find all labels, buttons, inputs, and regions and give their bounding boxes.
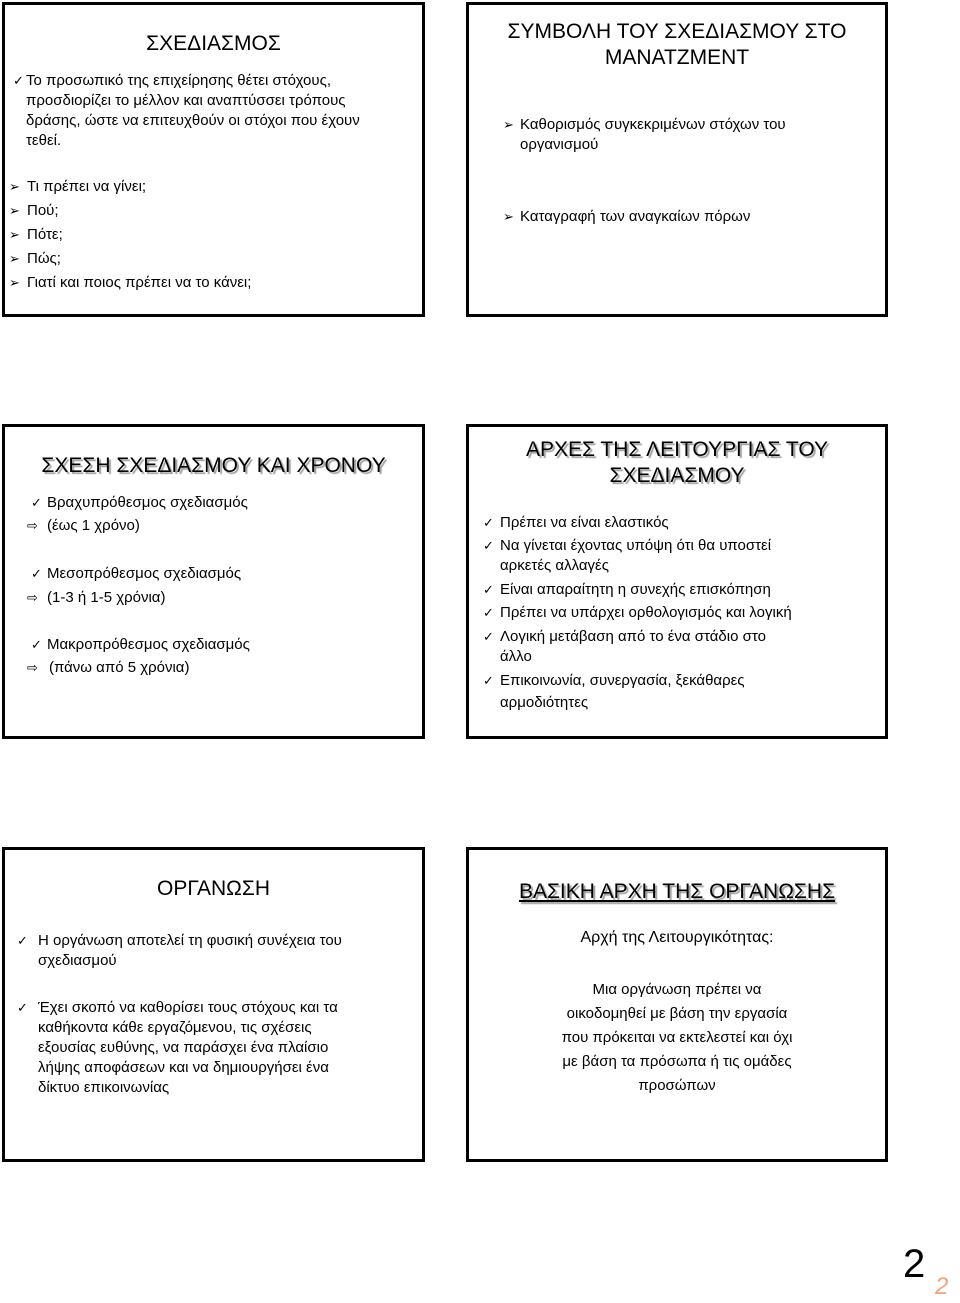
- slide-planning: [2, 2, 425, 317]
- item-text: Πρέπει να υπάρχει ορθολογισμός και λογική: [500, 604, 792, 621]
- item-text: (πάνω από 5 χρόνια): [49, 659, 190, 676]
- arrowhead-bullet-icon: ➢: [503, 117, 514, 132]
- slide-organization: [2, 847, 425, 1162]
- title-line: ΣΥΜΒΟΛΗ ΤΟΥ ΣΧΕΔΙΑΣΜΟΥ ΣΤΟ: [507, 20, 847, 43]
- intro-line: δράσης, ώστε να επιτευχθούν οι στόχοι που έχουν: [26, 112, 360, 129]
- arrowhead-bullet-icon: ➢: [9, 227, 20, 242]
- slide-title: [469, 19, 885, 71]
- item-text: Λογική μετάβαση από το ένα στάδιο στο: [500, 628, 766, 645]
- bullet-item: [9, 201, 59, 221]
- slide-title: [469, 879, 885, 905]
- check-icon: ✓: [31, 637, 42, 652]
- item-text: Η οργάνωση αποτελεί τη φυσική συνέχεια του: [38, 932, 342, 949]
- item-text: Είναι απαραίτητη η συνεχής επισκόπηση: [500, 581, 771, 598]
- item-text: εξουσίας ευθύνης, να παράσχει ένα πλαίσιο: [38, 1039, 329, 1056]
- check-item: [31, 564, 241, 584]
- check-item: [483, 536, 771, 576]
- title-line: ΣΧΕΔΙΑΣΜΟΥ: [609, 464, 745, 487]
- page-number: 2: [903, 1242, 926, 1286]
- check-icon: ✓: [13, 73, 24, 88]
- intro-line: Το προσωπικό της επιχείρησης θέτει στόχους,: [26, 72, 331, 89]
- outline-arrow-icon: ⇨: [27, 518, 38, 533]
- check-icon: ✓: [31, 566, 42, 581]
- outline-arrow-icon: ⇨: [27, 660, 38, 675]
- question-text: Πότε;: [27, 226, 63, 243]
- item-text: (έως 1 χρόνο): [47, 517, 140, 534]
- page-number-watermark: 2: [935, 1273, 949, 1300]
- check-item: [483, 580, 771, 600]
- check-icon: ✓: [17, 933, 28, 948]
- item-text: δίκτυο επικοινωνίας: [38, 1079, 170, 1096]
- item-text: αρκετές αλλαγές: [500, 557, 609, 574]
- arrow-item: [27, 588, 165, 608]
- check-item: [483, 513, 669, 533]
- item-text: (1-3 ή 1-5 χρόνια): [47, 589, 166, 606]
- check-item: [31, 635, 250, 655]
- body-line: που πρόκειται να εκτελεστεί και όχι: [561, 1029, 793, 1046]
- check-icon: ✓: [483, 629, 494, 644]
- check-item: [17, 931, 342, 971]
- bullet-item: [9, 225, 63, 245]
- question-text: Τι πρέπει να γίνει;: [27, 178, 147, 195]
- question-text: Πώς;: [27, 250, 61, 267]
- item-text: Μεσοπρόθεσμος σχεδιασμός: [47, 565, 242, 582]
- slide-title: [469, 437, 885, 489]
- arrowhead-bullet-icon: ➢: [9, 179, 20, 194]
- arrowhead-bullet-icon: ➢: [9, 251, 20, 266]
- check-icon: ✓: [17, 1000, 28, 1015]
- point-line: Καθορισμός συγκεκριμένων στόχων του: [520, 116, 786, 133]
- outline-arrow-icon: ⇨: [27, 590, 38, 605]
- item-text: καθήκοντα κάθε εργαζόμενου, τις σχέσεις: [38, 1019, 312, 1036]
- check-icon: ✓: [483, 582, 494, 597]
- check-item: [483, 603, 792, 623]
- body-line: προσώπων: [638, 1077, 716, 1094]
- question-text: Πού;: [27, 202, 59, 219]
- body-line: Μια οργάνωση πρέπει να: [592, 981, 762, 998]
- item-text: Επικοινωνία, συνεργασία, ξεκάθαρες: [500, 672, 745, 689]
- item-text: άλλο: [500, 648, 532, 665]
- arrow-item: [27, 658, 189, 678]
- check-icon: ✓: [483, 538, 494, 553]
- check-item: [17, 998, 338, 1098]
- subtitle: Αρχή της Λειτουργικότητας:: [580, 929, 774, 946]
- item-text: Βραχυπρόθεσμος σχεδιασμός: [47, 494, 248, 511]
- body-line: οικοδομηθεί με βάση την εργασία: [566, 1005, 788, 1022]
- check-icon: ✓: [31, 495, 42, 510]
- intro-line: προσδιορίζει το μέλλον και αναπτύσσει τρόπους: [26, 92, 346, 109]
- slide-title: ΣΧΕΔΙΑΣΜΟΣ: [146, 32, 281, 55]
- title-line: ΑΡΧΕΣ ΤΗΣ ΛΕΙΤΟΥΡΓΙΑΣ ΤΟΥ: [525, 438, 829, 461]
- bullet-item: [503, 207, 750, 227]
- question-text: Γιατί και ποιος πρέπει να το κάνει;: [27, 274, 252, 291]
- body-line: με βάση τα πρόσωπα ή τις ομάδες: [562, 1053, 792, 1070]
- check-item: [13, 71, 360, 151]
- slide-planning-time: [2, 424, 425, 739]
- item-text: Πρέπει να είναι ελαστικός: [500, 514, 669, 531]
- slide-basic-principle: [466, 847, 888, 1162]
- point-line: Καταγραφή των αναγκαίων πόρων: [520, 208, 751, 225]
- bullet-item: [9, 273, 251, 293]
- check-item: [483, 627, 766, 667]
- bullet-item: [503, 115, 786, 155]
- item-text: Έχει σκοπό να καθορίσει τους στόχους και τα: [38, 999, 338, 1016]
- arrowhead-bullet-icon: ➢: [503, 209, 514, 224]
- slide-planning-principles: [466, 424, 888, 739]
- item-text: Μακροπρόθεσμος σχεδιασμός: [47, 636, 250, 653]
- item-text: αρμοδιότητες: [500, 694, 589, 711]
- point-line: οργανισμού: [520, 136, 599, 153]
- slide-title: ΣΧΕΣΗ ΣΧΕΔΙΑΣΜΟΥ ΚΑΙ ΧΡΟΝΟΥ: [41, 454, 386, 477]
- title-text: ΒΑΣΙΚΗ ΑΡΧΗ ΤΗΣ ΟΡΓΑΝΩΣΗΣ: [518, 880, 836, 903]
- check-icon: ✓: [483, 515, 494, 530]
- principle-body: [469, 978, 885, 1098]
- bullet-item: [9, 249, 61, 269]
- bullet-item: [9, 177, 146, 197]
- title-line: ΜΑΝΑΤΖΜΕΝΤ: [604, 46, 750, 69]
- arrowhead-bullet-icon: ➢: [9, 203, 20, 218]
- check-icon: ✓: [483, 673, 494, 688]
- item-text: Να γίνεται έχοντας υπόψη ότι θα υποστεί: [500, 537, 772, 554]
- item-text: λήψης αποφάσεων και να δημιουργήσει ένα: [38, 1059, 329, 1076]
- slide-title: ΟΡΓΑΝΩΣΗ: [157, 877, 270, 900]
- intro-line: τεθεί.: [26, 132, 62, 149]
- arrow-item: [27, 516, 140, 536]
- item-text: σχεδιασμού: [38, 952, 117, 969]
- check-icon: ✓: [483, 605, 494, 620]
- check-item: [31, 493, 248, 513]
- check-item: [483, 671, 745, 713]
- slide-contribution: [466, 2, 888, 317]
- arrowhead-bullet-icon: ➢: [9, 275, 20, 290]
